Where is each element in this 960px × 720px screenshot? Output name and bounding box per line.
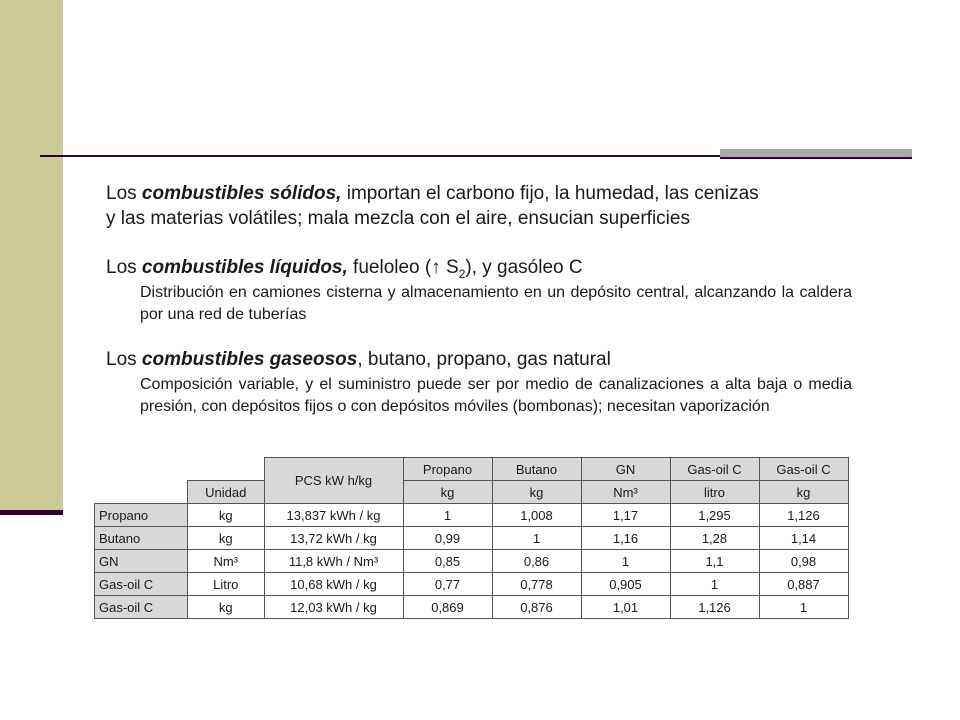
row-value: 0,876 bbox=[492, 596, 581, 619]
p1-post: importan el carbono fijo, la humedad, las cenizas bbox=[341, 183, 759, 204]
row-unit: Nm³ bbox=[188, 550, 265, 573]
row-pcs: 12,03 kWh / kg bbox=[264, 596, 403, 619]
row-value: 0,86 bbox=[492, 550, 581, 573]
row-value: 1 bbox=[581, 550, 670, 573]
row-value: 1 bbox=[403, 504, 492, 527]
row-value: 1 bbox=[492, 527, 581, 550]
p3-post: , butano, propano, gas natural bbox=[357, 349, 611, 370]
row-value: 1 bbox=[670, 573, 759, 596]
p2-subscript: 2 bbox=[458, 266, 466, 281]
row-value: 1 bbox=[759, 596, 848, 619]
row-value: 1,28 bbox=[670, 527, 759, 550]
table-header-row-2 bbox=[95, 481, 849, 504]
unit-header: litro bbox=[670, 481, 759, 504]
row-value: 0,778 bbox=[492, 573, 581, 596]
p2-text-b: ), y gasóleo C bbox=[465, 257, 583, 278]
p3-pre: Los bbox=[106, 349, 142, 370]
row-pcs: 11,8 kWh / Nm³ bbox=[264, 550, 403, 573]
table-row bbox=[95, 550, 849, 573]
liquid-fuels-detail: Distribución en camiones cisterna y almacenamiento en un depósito central, alcanzando la caldera por una red de tuberías bbox=[140, 284, 852, 323]
row-value: 1,295 bbox=[670, 504, 759, 527]
table-row bbox=[95, 596, 849, 619]
title-rule-accent-line bbox=[720, 157, 912, 159]
row-value: 1,14 bbox=[759, 527, 848, 550]
fuel-header: GN bbox=[581, 458, 670, 481]
unit-header: Nm³ bbox=[581, 481, 670, 504]
row-label: Propano bbox=[95, 504, 188, 527]
table-row bbox=[95, 573, 849, 596]
empty-cell bbox=[188, 458, 265, 481]
row-pcs: 13,837 kWh / kg bbox=[264, 504, 403, 527]
row-label: Gas-oil C bbox=[95, 573, 188, 596]
row-pcs: 13,72 kWh / kg bbox=[264, 527, 403, 550]
unit-header: kg bbox=[403, 481, 492, 504]
empty-cell bbox=[95, 458, 188, 481]
paragraph-solid-fuels bbox=[106, 181, 866, 231]
row-value: 0,869 bbox=[403, 596, 492, 619]
row-value: 0,887 bbox=[759, 573, 848, 596]
row-value: 1,126 bbox=[759, 504, 848, 527]
table-row bbox=[95, 527, 849, 550]
table-row bbox=[95, 504, 849, 527]
fuel-header: Gas-oil C bbox=[670, 458, 759, 481]
empty-cell bbox=[95, 481, 188, 504]
p2-text-a: fueloleo ( bbox=[347, 257, 432, 278]
row-value: 1,1 bbox=[670, 550, 759, 573]
row-value: 1,008 bbox=[492, 504, 581, 527]
sidebar-band bbox=[0, 0, 63, 512]
p1-pre: Los bbox=[106, 183, 142, 204]
fuel-comparison-table bbox=[94, 457, 849, 619]
unit-header: kg bbox=[759, 481, 848, 504]
row-pcs: 10,68 kWh / kg bbox=[264, 573, 403, 596]
p1-line2: y las materias volátiles; mala mezcla con el aire, ensucian superficies bbox=[106, 208, 690, 229]
row-value: 1,126 bbox=[670, 596, 759, 619]
sidebar-base-line bbox=[0, 510, 63, 515]
row-value: 0,99 bbox=[403, 527, 492, 550]
row-unit: Litro bbox=[188, 573, 265, 596]
p1-bold: combustibles sólidos, bbox=[141, 183, 342, 204]
row-value: 0,77 bbox=[403, 573, 492, 596]
pcs-header: PCS kW h/kg bbox=[264, 458, 403, 504]
p2-pre: Los bbox=[106, 257, 142, 278]
row-unit: kg bbox=[188, 596, 265, 619]
row-unit: kg bbox=[188, 527, 265, 550]
row-label: GN bbox=[95, 550, 188, 573]
row-value: 0,98 bbox=[759, 550, 848, 573]
fuel-header: Butano bbox=[492, 458, 581, 481]
row-label: Gas-oil C bbox=[95, 596, 188, 619]
table-header-row-1 bbox=[95, 458, 849, 481]
fuel-header: Propano bbox=[403, 458, 492, 481]
title-rule bbox=[40, 155, 720, 157]
title-rule-accent bbox=[720, 149, 912, 157]
p2-bold: combustibles líquidos, bbox=[141, 257, 348, 278]
fuel-header: Gas-oil C bbox=[759, 458, 848, 481]
paragraph-gas-fuels bbox=[106, 347, 866, 372]
p2-sulfur: S bbox=[440, 257, 459, 278]
row-value: 1,16 bbox=[581, 527, 670, 550]
row-value: 1,17 bbox=[581, 504, 670, 527]
row-value: 0,85 bbox=[403, 550, 492, 573]
row-value: 0,905 bbox=[581, 573, 670, 596]
row-value: 1,01 bbox=[581, 596, 670, 619]
unit-header: kg bbox=[492, 481, 581, 504]
gas-fuels-detail: Composición variable, y el suministro puede ser por medio de canalizaciones a alta baja o media presión, con depósitos fijos o con depósitos móviles (bombonas); necesitan vaporización bbox=[140, 376, 852, 415]
unidad-header: Unidad bbox=[188, 481, 265, 504]
up-arrow-icon: ↑ bbox=[431, 257, 441, 278]
row-unit: kg bbox=[188, 504, 265, 527]
row-label: Butano bbox=[95, 527, 188, 550]
p3-bold: combustibles gaseosos bbox=[141, 349, 358, 370]
